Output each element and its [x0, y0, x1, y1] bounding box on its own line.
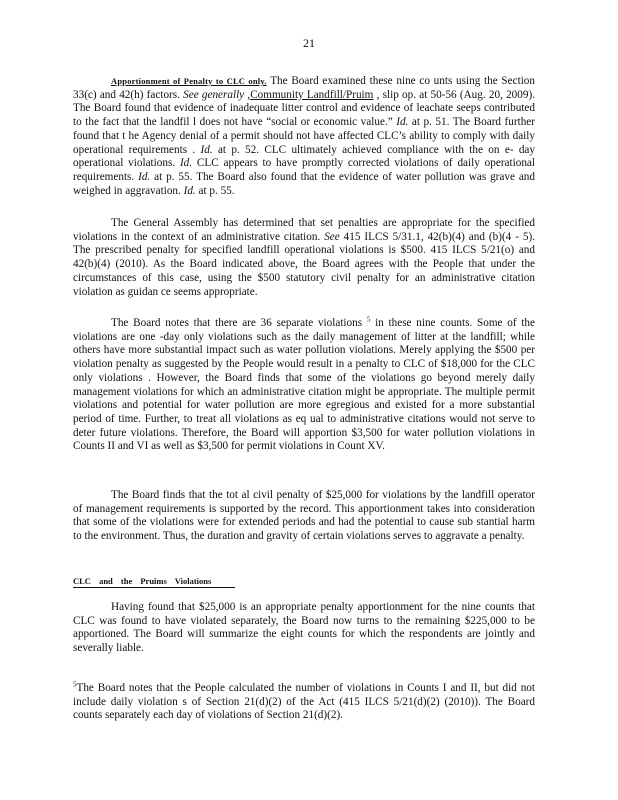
- paragraph-total-penalty: The Board finds that the tot al civil penalty of $25,000 for violations by the landfill operator of management requirements is supported by the record. This apportionment takes into consideration that some of the violations were for extended periods and had the potential to cause sub stantial harm to the environment. Thus, the duration and gravity of certain violations serves to aggravate a penalty.: [73, 489, 535, 543]
- footnote-text: The Board notes that the People calculated the number of violations in Counts I and II, but did not include daily violation s of Section 21(d)(2) of the Act (415 ILCS 5/21(d)(2) (2010)). The Board counts separately each day of violations of Section 21(d)(2).: [73, 682, 535, 722]
- paragraph-violations-count: The Board notes that there are 36 separate violations $^5$ in these nine counts. Some of the violations are one -day only violations such as the daily management of litter at the landfill; while others have more substantial impact such as water pollution violations. Merely applying the $500 per violation penalty as suggested by the People would result in a penalty to CLC of $18,000 for the CLC only violations . However, the Board finds that some of the violations go beyond merely daily management violations for which an administrative citation might be appropriate. The multiple permit violations and potential for water pollution are more egregious and existed for a more substantial period of time. Further, to treat all violations as eq ual to administrative citations would not serve to deter future violations. Therefore, the Board will apportion $3,500 for water pollution violations in Counts II and VI as well as $3,500 for permit violations in Count XV.: [73, 315, 535, 453]
- paragraph-lead-in: Apportionment of Penalty to CLC only.: [111, 76, 267, 86]
- case-citation: Community Landfill/Pruim: [250, 88, 374, 101]
- section-heading: CLC and the Pruims Violations: [73, 576, 235, 588]
- footnote-reference: 5: [366, 315, 371, 324]
- footnote: [73, 682, 535, 723]
- paragraph-remaining-apportionment: Having found that $25,000 is an appropriate penalty apportionment for the nine counts that CLC was found to have violated separately, the Board now turns to the remaining $225,000 to be apportioned. The Board will summarize the eight counts for which the respondents are jointly and severally liable.: [73, 601, 535, 655]
- footnote-marker: 5: [73, 680, 77, 689]
- page-number: 21: [303, 36, 315, 50]
- paragraph-general-assembly: The General Assembly has determined that set penalties are appropriate for the specified violations in the context of an administrative citation. See 415 ILCS 5/31.1, 42(b)(4) and (b)(4 - 5). The prescribed penalty for specified landfill operational violations is $500. 415 ILCS 5/21(o) and 42(b)(4) (2010). As the Board indicated above, the Board agrees with the People that under the circumstances of this case, using the $500 statutory civil penalty for an administrative citation violation as guidan ce seems appropriate.: [73, 217, 535, 298]
- paragraph-apportionment-clc: Apportionment of Penalty to CLC only. The Board examined these nine co unts using the Section 33(c) and 42(h) factors. See generally ,Community Landfill/Pruim , slip op. at 50-56 (Aug. 20, 2009). The Board found that evidence of inadequate litter control and evidence of leachate seeps contributed to the fact that the landfil l does not have “social or economic value.” Id. at p. 51. The Board further found that t he Agency denial of a permit should not have affected CLC’s ability to comply with daily operational requirements . Id. at p. 52. CLC ultimately achieved compliance with the on e- day operational violations. Id. CLC appears to have promptly corrected violations of daily operational requirements. Id. at p. 55. The Board also found that the evidence of water pollution was grave and weighed in aggravation. Id. at p. 55.: [73, 75, 535, 197]
